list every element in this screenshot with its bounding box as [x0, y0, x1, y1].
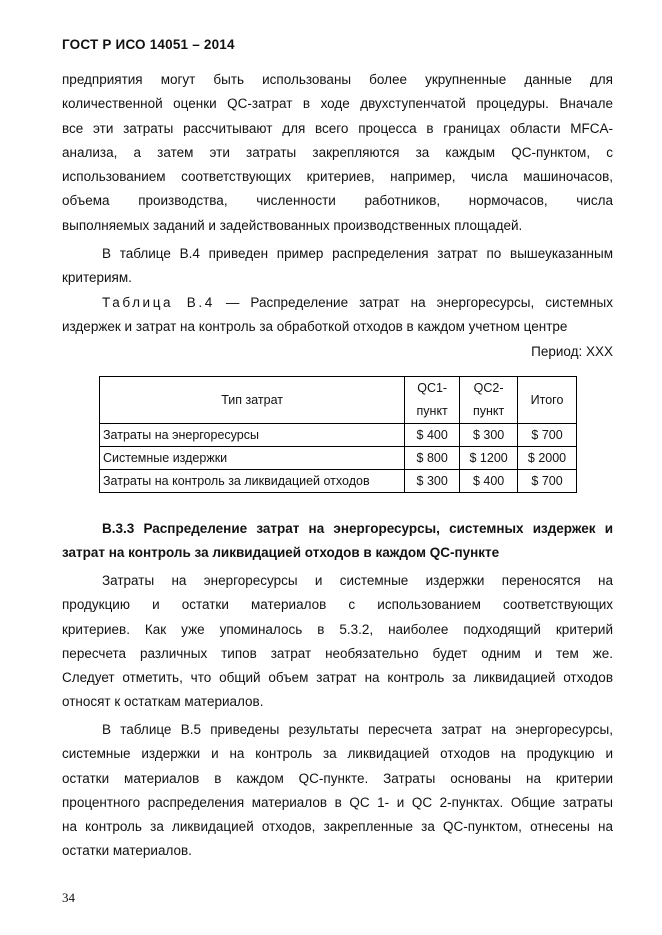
paragraph-line: В таблице В.5 приведены результаты пересчета затрат на энергоресурсы,	[102, 722, 613, 737]
header-qc1-line-2: пункт	[416, 404, 448, 418]
paragraph-line: относят к остаткам материалов.	[62, 694, 264, 710]
table-row	[100, 470, 577, 493]
header-cost-type: Тип затрат	[100, 377, 405, 424]
paragraph-line: системные издержки и на контроль за ликвидацией отходов на продукцию и	[62, 746, 613, 762]
cost-table	[99, 376, 577, 493]
header-total: Итого	[518, 377, 577, 424]
section-heading-line-1: В.3.3 Распределение затрат на энергоресурсы, системных издержек и	[102, 521, 613, 536]
caption-line-1	[62, 291, 613, 315]
paragraph-3	[62, 569, 613, 715]
cell-total: $ 2000	[518, 447, 577, 470]
paragraph-line: предприятия могут быть использованы более укрупненные данные для	[62, 72, 613, 87]
caption-line-2: издержек и затрат на контроль за обработкой отходов в каждом учетном центре	[62, 319, 568, 335]
period-label: Период: XXX	[531, 343, 613, 359]
page-number: 34	[62, 890, 75, 905]
paragraph-line: Следует отметить, что общий объем затрат на контроль за ликвидацией отходов	[62, 670, 613, 686]
paragraph-4	[62, 718, 613, 864]
cell-qc1: $ 800	[405, 447, 460, 470]
paragraph-line: продукцию и остатки материалов с использованием соответствующих	[62, 597, 613, 613]
cell-qc2: $ 1200	[460, 447, 518, 470]
cell-qc2: $ 300	[460, 424, 518, 447]
paragraph-line: В таблице В.4 приведен пример распределения затрат по вышеуказанным	[102, 246, 613, 261]
cell-cost-type: Затраты на энергоресурсы	[100, 424, 405, 447]
cell-qc1: $ 300	[405, 470, 460, 493]
paragraph-line: анализа, а затем эти затраты закрепляются за каждым QC-пунктом, с	[62, 144, 613, 160]
paragraph-line: процентного распределения материалов в QC 1- и QC 2-пунктах. Общие затраты	[62, 794, 613, 810]
paragraph-line: количественной оценки QC-затрат в ходе двухступенчатой процедуры. Вначале	[62, 96, 613, 112]
header-qc2-line-2: пункт	[472, 404, 505, 418]
table-header-row	[100, 377, 577, 424]
cell-qc2: $ 400	[460, 470, 518, 493]
section-heading-line-2: затрат на контроль за ликвидацией отходов в каждом QC-пункте	[62, 545, 500, 561]
header-qc1-line-1: QC1-	[417, 381, 448, 395]
document-header: ГОСТ Р ИСО 14051 – 2014	[62, 37, 235, 52]
paragraph-line: Затраты на энергоресурсы и системные издержки переносятся на	[102, 573, 613, 588]
paragraph-line: объема производства, численности работников, нормочасов, числа	[62, 193, 613, 209]
table-row	[100, 424, 577, 447]
cell-cost-type: Затраты на контроль за ликвидацией отходов	[100, 470, 405, 493]
paragraph-line: использованием соответствующих критериев, например, числа машиночасов,	[62, 169, 613, 185]
paragraph-line: пересчета различных типов затрат необязательно будет одним и тем же.	[62, 645, 613, 661]
header-qc2-line-1: QC2-	[473, 381, 504, 395]
paragraph-line: критериев. Как уже упоминалось в 5.3.2, наиболее подходящий критерий	[62, 621, 613, 637]
cell-qc1: $ 400	[405, 424, 460, 447]
paragraph-line: на контроль за ликвидацией отходов, закрепленные за QC-пунктом, отнесены на	[62, 819, 613, 835]
header-qc2	[460, 377, 518, 424]
caption-label: Таблица В.4	[102, 295, 215, 310]
cell-total: $ 700	[518, 470, 577, 493]
paragraph-line: все эти затраты рассчитывают для всего процесса в границах области MFCA-	[62, 120, 613, 136]
cell-cost-type: Системные издержки	[100, 447, 405, 470]
paragraph-2	[62, 242, 613, 291]
paragraph-line: остатки материалов.	[62, 843, 192, 859]
paragraph-line: критериям.	[62, 270, 132, 286]
paragraph-line: остатки материалов в каждом QC-пункте. Затраты основаны на критерии	[62, 770, 613, 786]
cell-total: $ 700	[518, 424, 577, 447]
table-row	[100, 447, 577, 470]
caption-title-part: — Распределение затрат на энергоресурсы, системных	[214, 295, 614, 310]
paragraph-1	[62, 68, 613, 238]
header-qc1	[405, 377, 460, 424]
section-heading	[62, 517, 613, 566]
paragraph-line: выполняемых заданий и задействованных производственных площадей.	[62, 217, 523, 233]
table-caption	[62, 291, 613, 364]
